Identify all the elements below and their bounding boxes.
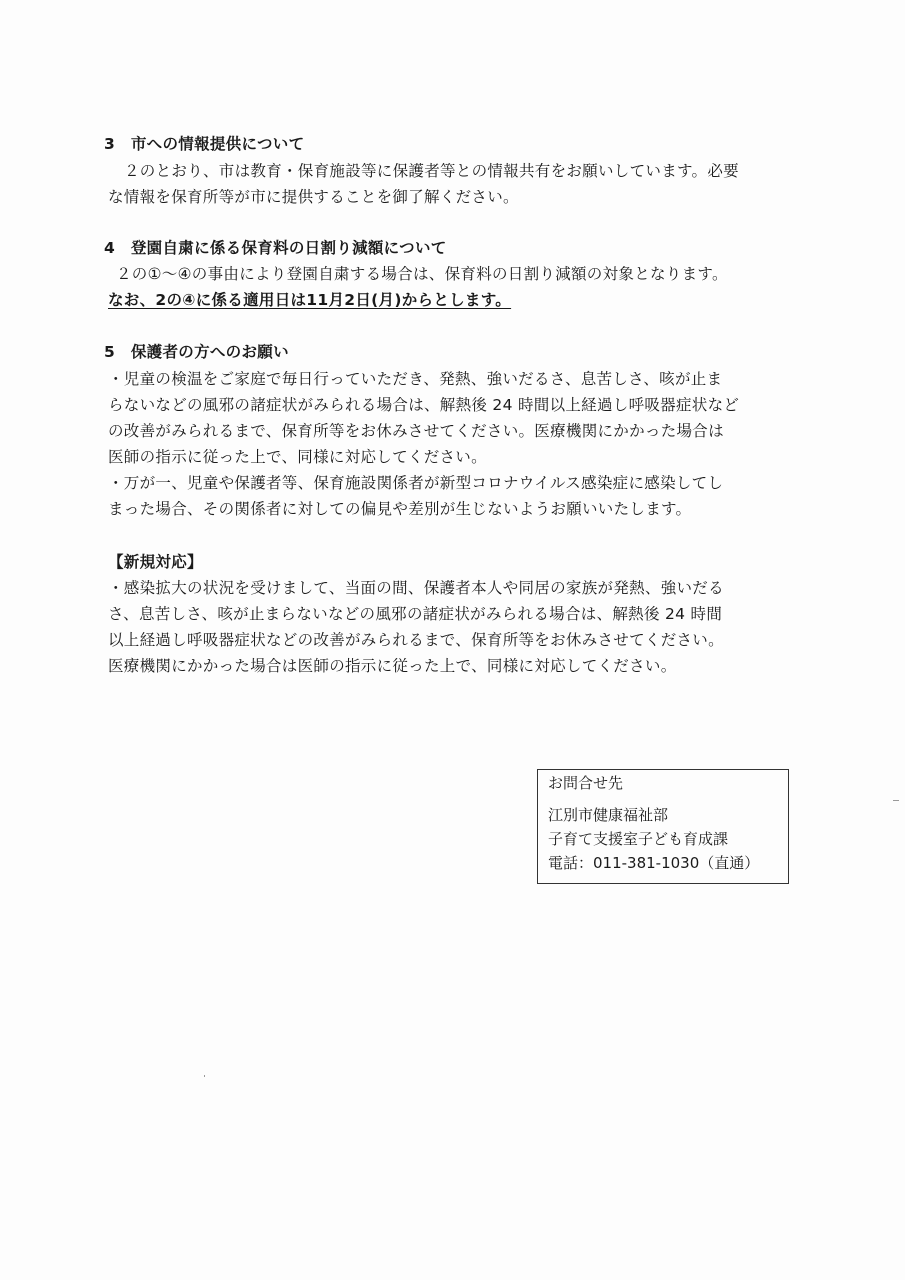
section-3-line-2: な情報を保育所等が市に提供することを御了解ください。 [108,188,519,206]
scan-speck [204,1075,205,1077]
scan-speck [893,800,899,801]
section-5-line-6: まった場合、その関係者に対しての偏見や差別が生じないようお願いいたします。 [108,500,692,518]
section-5-heading: 5 保護者の方へのお願い [104,343,289,361]
contact-division: 子育て支援室子ども育成課 [548,830,729,848]
section-3-line-1: ２のとおり、市は教育・保育施設等に保護者等との情報共有をお願いしています。必要 [124,162,739,180]
section-5-line-4: 医師の指示に従った上で、同様に対応してください。 [108,448,487,466]
section-4-note: なお、2の④に係る適用日は11月2日(月)からとします。 [108,291,512,309]
new-response-line-4: 医療機関にかかった場合は医師の指示に従った上で、同様に対応してください。 [108,657,677,675]
contact-title: お問合せ先 [548,774,624,792]
contact-department: 江別市健康福祉部 [548,806,669,824]
section-4-line-1: ２の①～④の事由により登園自粛する場合は、保育料の日割り減額の対象となります。 [116,265,728,283]
new-response-line-2: さ、息苦しさ、咳が止まらないなどの風邪の諸症状がみられる場合は、解熱後 24 時間 [108,605,723,623]
section-5-line-5: ・万が一、児童や保護者等、保育施設関係者が新型コロナウイルス感染症に感染してし [108,474,724,492]
section-5-line-3: の改善がみられるまで、保育所等をお休みさせてください。医療機関にかかった場合は [108,422,724,440]
contact-box [537,769,789,884]
new-response-heading: 【新規対応】 [108,553,203,571]
new-response-line-3: 以上経過し呼吸器症状などの改善がみられるまで、保育所等をお休みさせてください。 [108,631,724,649]
contact-phone: 電話：011-381-1030（直通） [548,854,760,872]
section-3-heading: 3 市への情報提供について [104,135,305,153]
section-5-line-2: らないなどの風邪の諸症状がみられる場合は、解熱後 24 時間以上経過し呼吸器症状など [108,396,740,414]
new-response-line-1: ・感染拡大の状況を受けまして、当面の間、保護者本人や同居の家族が発熱、強いだる [108,579,724,597]
section-5-line-1: ・児童の検温をご家庭で毎日行っていただき、発熱、強いだるさ、息苦しさ、咳が止ま [108,370,723,388]
section-4-heading: 4 登園自粛に係る保育料の日割り減額について [104,239,447,257]
